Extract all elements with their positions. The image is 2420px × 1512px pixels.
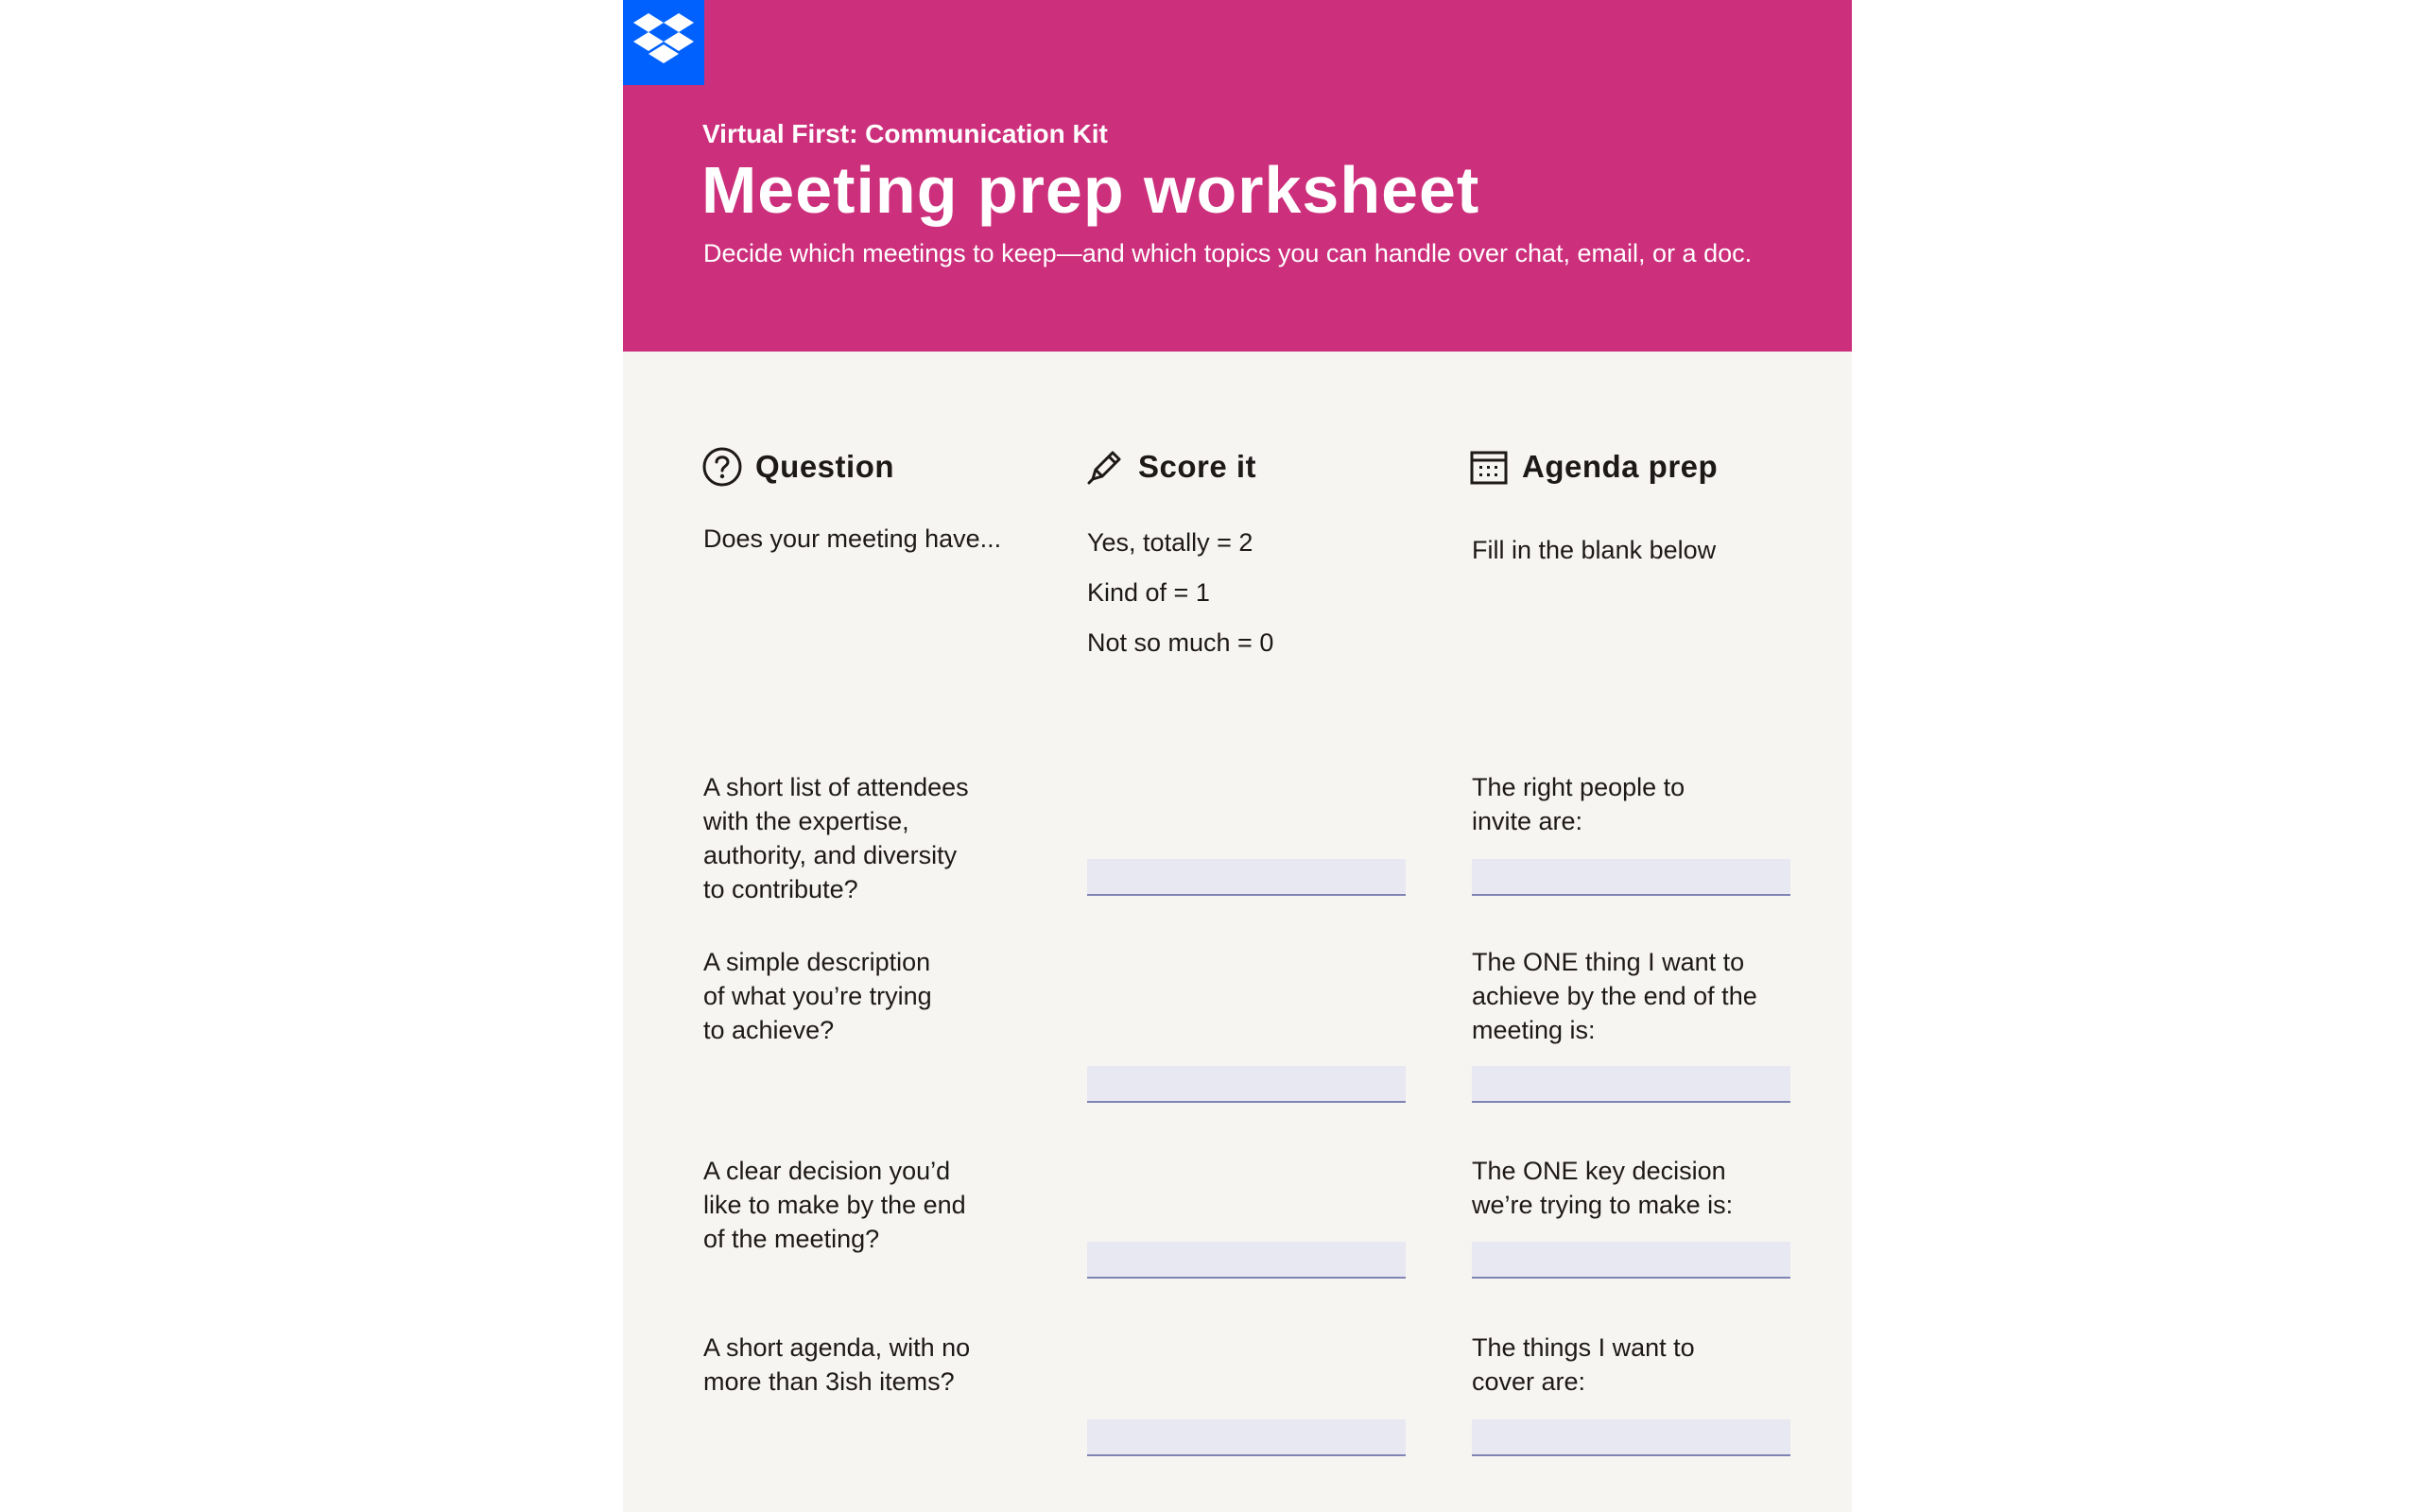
column-header-question [702, 446, 894, 488]
intro-question: Does your meeting have... [703, 524, 1002, 553]
agenda-prompt: The right people to invite are: [1472, 773, 1685, 835]
page-title: Meeting prep worksheet [701, 153, 1480, 227]
score-legend-line: Kind of = 1 [1087, 578, 1210, 607]
agenda-prompt: The things I want to cover are: [1472, 1333, 1695, 1396]
agenda-input[interactable] [1472, 859, 1790, 896]
agenda-prompt: The ONE key decision we’re trying to make is: [1472, 1157, 1734, 1219]
column-label: Score it [1138, 449, 1257, 484]
score-legend-line: Yes, totally = 2 [1087, 528, 1253, 557]
intro-agenda: Fill in the blank below [1472, 536, 1717, 564]
question-text: A clear decision you’d like to make by the end of the meeting? [703, 1157, 966, 1253]
agenda-prompt: The ONE thing I want to achieve by the end of the meeting is: [1472, 948, 1757, 1044]
score-input[interactable] [1087, 1419, 1406, 1456]
score-input[interactable] [1087, 1242, 1406, 1279]
worksheet-page [623, 0, 1852, 1512]
kit-label: Virtual First: Communication Kit [702, 119, 1108, 148]
agenda-input[interactable] [1472, 1419, 1790, 1456]
agenda-input[interactable] [1472, 1242, 1790, 1279]
pencil-icon [1085, 447, 1125, 487]
column-label: Agenda prep [1522, 449, 1719, 484]
logo-box[interactable] [623, 0, 704, 85]
column-header-agenda [1469, 446, 1718, 488]
question-text: A short agenda, with no more than 3ish items? [703, 1333, 971, 1396]
column-header-score [1085, 446, 1256, 488]
score-legend-line: Not so much = 0 [1087, 628, 1274, 657]
score-input[interactable] [1087, 1066, 1406, 1103]
agenda-input[interactable] [1472, 1066, 1790, 1103]
page-subtitle: Decide which meetings to keep—and which topics you can handle over chat, email, or a doc. [703, 239, 1753, 267]
question-text: A short list of attendees with the expertise, authority, and diversity to contribute? [703, 773, 969, 903]
question-circle-icon [702, 447, 742, 487]
question-text: A simple description of what you’re trying to achieve? [703, 948, 932, 1044]
dropbox-logo-icon [632, 11, 695, 66]
calendar-icon [1469, 447, 1509, 487]
column-label: Question [755, 449, 895, 484]
score-input[interactable] [1087, 859, 1406, 896]
header-banner [623, 0, 1852, 352]
